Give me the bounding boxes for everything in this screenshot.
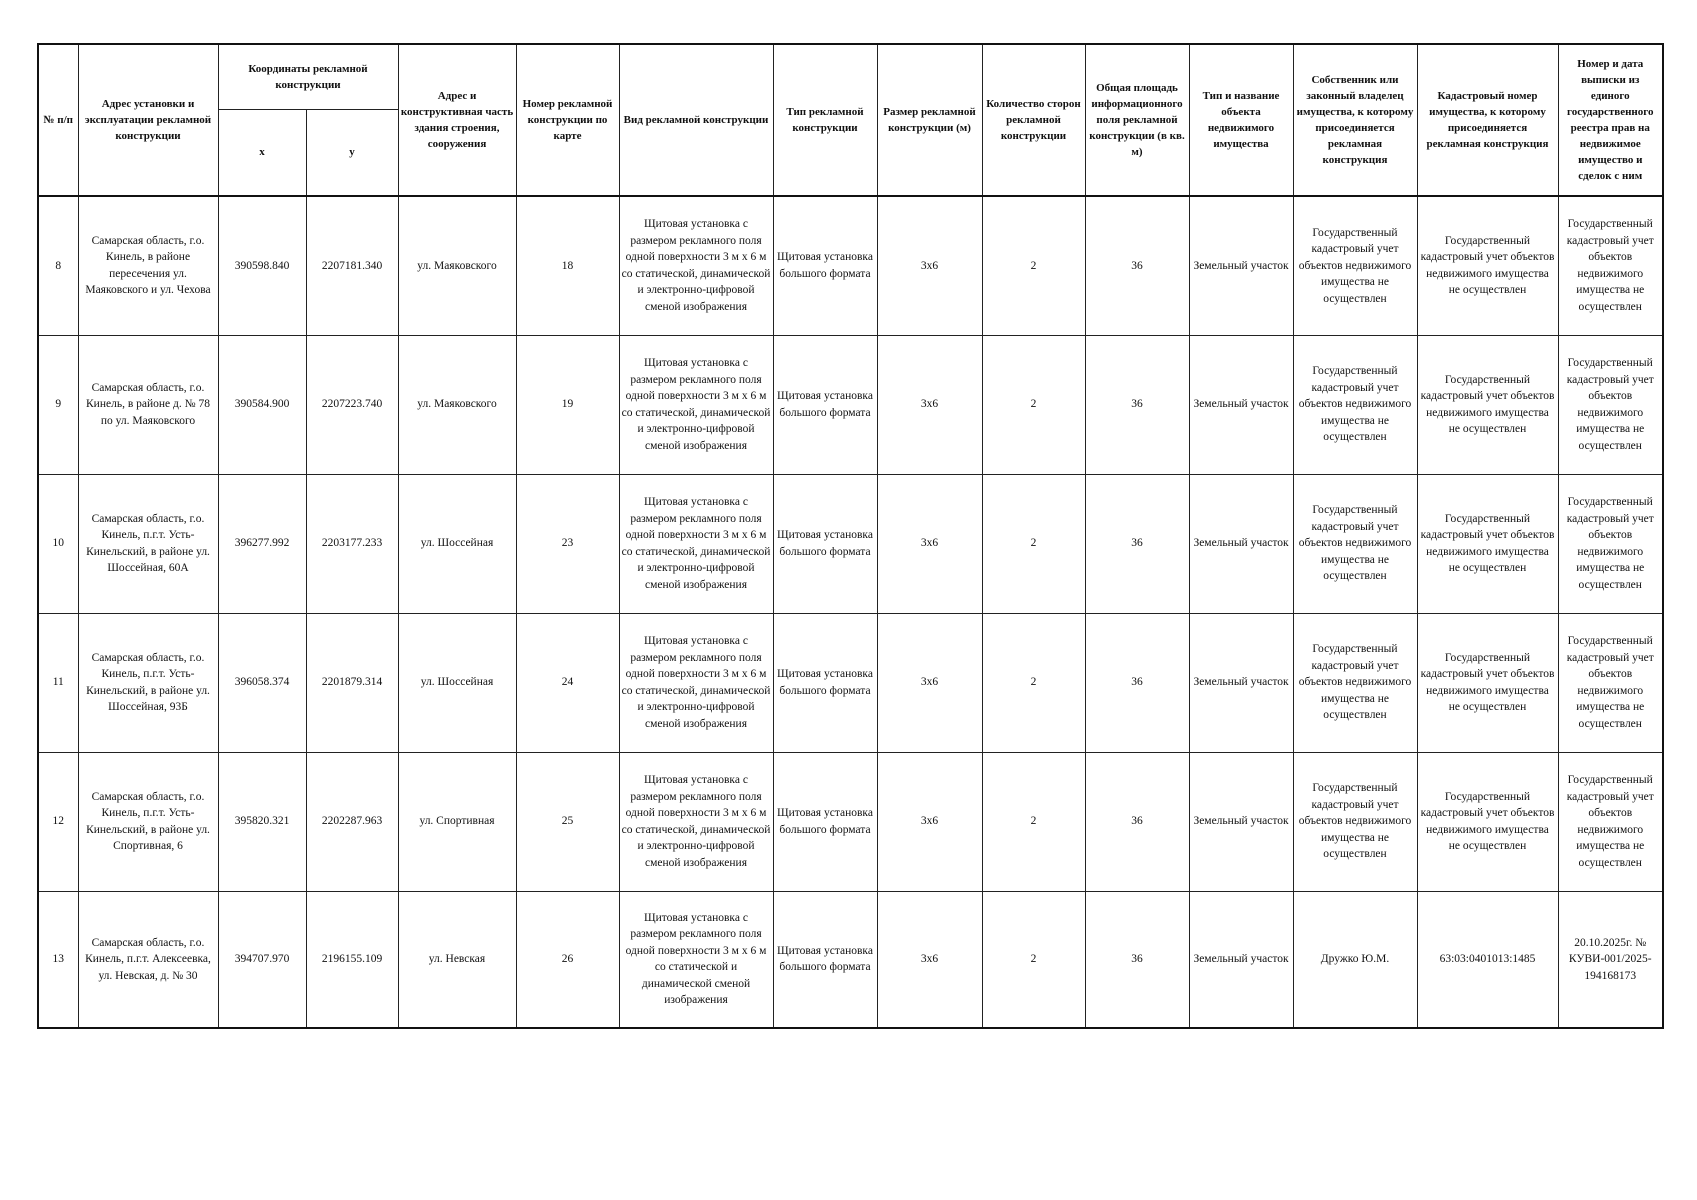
cell-sides: 2 (982, 752, 1085, 891)
cell-num: 9 (38, 335, 78, 474)
cell-owner: Государственный кадастровый учет объектов недвижимого имущества не осуществлен (1293, 335, 1417, 474)
cell-property-type: Земельный участок (1189, 891, 1293, 1028)
table-row (38, 613, 1663, 752)
advertising-structures-table (37, 43, 1664, 1029)
cell-owner: Государственный кадастровый учет объектов недвижимого имущества не осуществлен (1293, 752, 1417, 891)
cell-x: 396277.992 (218, 474, 306, 613)
cell-property-type: Земельный участок (1189, 196, 1293, 335)
cell-cadastral: Государственный кадастровый учет объектов недвижимого имущества не осуществлен (1417, 335, 1558, 474)
cell-kind: Щитовая установка с размером рекламного поля одной поверхности 3 м х 6 м со статической, динамической и электронно-цифровой сменой изображения (619, 752, 773, 891)
cell-building-part: ул. Маяковского (398, 335, 516, 474)
cell-x: 396058.374 (218, 613, 306, 752)
table-header (38, 44, 1663, 196)
header-address: Адрес установки и эксплуатации рекламной конструкции (78, 44, 218, 196)
cell-sides: 2 (982, 474, 1085, 613)
cell-cadastral: Государственный кадастровый учет объектов недвижимого имущества не осуществлен (1417, 196, 1558, 335)
cell-cadastral: Государственный кадастровый учет объектов недвижимого имущества не осуществлен (1417, 474, 1558, 613)
cell-address: Самарская область, г.о. Кинель, в районе д. № 78 по ул. Маяковского (78, 335, 218, 474)
cell-x: 395820.321 (218, 752, 306, 891)
cell-kind: Щитовая установка с размером рекламного поля одной поверхности 3 м х 6 м со статической, динамической и электронно-цифровой сменой изображения (619, 474, 773, 613)
cell-map-number: 18 (516, 196, 619, 335)
cell-x: 390598.840 (218, 196, 306, 335)
header-kind: Вид рекламной конструкции (619, 44, 773, 196)
cell-y: 2203177.233 (306, 474, 398, 613)
header-cadastral: Кадастровый номер имущества, к которому присоединяется рекламная конструкция (1417, 44, 1558, 196)
cell-building-part: ул. Невская (398, 891, 516, 1028)
cell-sides: 2 (982, 196, 1085, 335)
cell-area: 36 (1085, 752, 1189, 891)
cell-cadastral: Государственный кадастровый учет объектов недвижимого имущества не осуществлен (1417, 752, 1558, 891)
cell-x: 394707.970 (218, 891, 306, 1028)
cell-area: 36 (1085, 474, 1189, 613)
cell-num: 8 (38, 196, 78, 335)
cell-egrn: Государственный кадастровый учет объектов недвижимого имущества не осуществлен (1558, 752, 1663, 891)
header-area: Общая площадь информационного поля рекламной конструкции (в кв. м) (1085, 44, 1189, 196)
cell-num: 13 (38, 891, 78, 1028)
cell-type: Щитовая установка большого формата (773, 613, 877, 752)
cell-num: 10 (38, 474, 78, 613)
cell-type: Щитовая установка большого формата (773, 335, 877, 474)
cell-building-part: ул. Маяковского (398, 196, 516, 335)
cell-area: 36 (1085, 613, 1189, 752)
cell-map-number: 26 (516, 891, 619, 1028)
cell-property-type: Земельный участок (1189, 752, 1293, 891)
cell-kind: Щитовая установка с размером рекламного поля одной поверхности 3 м х 6 м со статической, динамической и электронно-цифровой сменой изображения (619, 335, 773, 474)
cell-map-number: 19 (516, 335, 619, 474)
cell-kind: Щитовая установка с размером рекламного поля одной поверхности 3 м х 6 м со статической и динамической сменой изображения (619, 891, 773, 1028)
table-body (38, 196, 1663, 1028)
cell-building-part: ул. Шоссейная (398, 474, 516, 613)
cell-kind: Щитовая установка с размером рекламного поля одной поверхности 3 м х 6 м со статической, динамической и электронно-цифровой сменой изображения (619, 613, 773, 752)
cell-kind: Щитовая установка с размером рекламного поля одной поверхности 3 м х 6 м со статической, динамической и электронно-цифровой сменой изображения (619, 196, 773, 335)
cell-address: Самарская область, г.о. Кинель, п.г.т. Усть-Кинельский, в районе ул. Спортивная, 6 (78, 752, 218, 891)
cell-egrn: Государственный кадастровый учет объектов недвижимого имущества не осуществлен (1558, 474, 1663, 613)
cell-cadastral: 63:03:0401013:1485 (1417, 891, 1558, 1028)
header-property-type: Тип и название объекта недвижимого имущества (1189, 44, 1293, 196)
cell-owner: Государственный кадастровый учет объектов недвижимого имущества не осуществлен (1293, 196, 1417, 335)
cell-area: 36 (1085, 891, 1189, 1028)
cell-address: Самарская область, г.о. Кинель, п.г.т. Усть-Кинельский, в районе ул. Шоссейная, 60А (78, 474, 218, 613)
header-sides: Количество сторон рекламной конструкции (982, 44, 1085, 196)
cell-size: 3х6 (877, 474, 982, 613)
table-row (38, 335, 1663, 474)
cell-owner: Государственный кадастровый учет объектов недвижимого имущества не осуществлен (1293, 613, 1417, 752)
header-building-part: Адрес и конструктивная часть здания строения, сооружения (398, 44, 516, 196)
cell-x: 390584.900 (218, 335, 306, 474)
header-owner: Собственник или законный владелец имущества, к которому присоединяется рекламная конструкция (1293, 44, 1417, 196)
cell-map-number: 24 (516, 613, 619, 752)
cell-size: 3х6 (877, 196, 982, 335)
cell-type: Щитовая установка большого формата (773, 752, 877, 891)
cell-egrn: 20.10.2025г. № КУВИ-001/2025-194168173 (1558, 891, 1663, 1028)
cell-area: 36 (1085, 335, 1189, 474)
cell-y: 2207223.740 (306, 335, 398, 474)
cell-cadastral: Государственный кадастровый учет объектов недвижимого имущества не осуществлен (1417, 613, 1558, 752)
cell-y: 2207181.340 (306, 196, 398, 335)
cell-egrn: Государственный кадастровый учет объектов недвижимого имущества не осуществлен (1558, 613, 1663, 752)
cell-owner: Дружко Ю.М. (1293, 891, 1417, 1028)
cell-map-number: 25 (516, 752, 619, 891)
cell-y: 2196155.109 (306, 891, 398, 1028)
cell-y: 2202287.963 (306, 752, 398, 891)
cell-type: Щитовая установка большого формата (773, 474, 877, 613)
cell-egrn: Государственный кадастровый учет объектов недвижимого имущества не осуществлен (1558, 196, 1663, 335)
cell-property-type: Земельный участок (1189, 335, 1293, 474)
cell-map-number: 23 (516, 474, 619, 613)
header-egrn: Номер и дата выписки из единого государственного реестра прав на недвижимое имущество и сделок с ним (1558, 44, 1663, 196)
header-num: № п/п (38, 44, 78, 196)
table-row (38, 891, 1663, 1028)
table-row (38, 752, 1663, 891)
cell-type: Щитовая установка большого формата (773, 196, 877, 335)
header-y: y (306, 109, 398, 196)
cell-area: 36 (1085, 196, 1189, 335)
cell-sides: 2 (982, 335, 1085, 474)
cell-size: 3х6 (877, 335, 982, 474)
header-coords: Координаты рекламной конструкции (218, 44, 398, 109)
header-x: x (218, 109, 306, 196)
cell-y: 2201879.314 (306, 613, 398, 752)
cell-address: Самарская область, г.о. Кинель, п.г.т. Усть-Кинельский, в районе ул. Шоссейная, 93Б (78, 613, 218, 752)
header-map-number: Номер рекламной конструкции по карте (516, 44, 619, 196)
cell-sides: 2 (982, 613, 1085, 752)
cell-egrn: Государственный кадастровый учет объектов недвижимого имущества не осуществлен (1558, 335, 1663, 474)
cell-address: Самарская область, г.о. Кинель, п.г.т. Алексеевка, ул. Невская, д. № 30 (78, 891, 218, 1028)
cell-sides: 2 (982, 891, 1085, 1028)
table-row (38, 474, 1663, 613)
header-size: Размер рекламной конструкции (м) (877, 44, 982, 196)
cell-building-part: ул. Шоссейная (398, 613, 516, 752)
cell-type: Щитовая установка большого формата (773, 891, 877, 1028)
cell-size: 3х6 (877, 613, 982, 752)
cell-property-type: Земельный участок (1189, 474, 1293, 613)
cell-size: 3х6 (877, 752, 982, 891)
cell-owner: Государственный кадастровый учет объектов недвижимого имущества не осуществлен (1293, 474, 1417, 613)
table-row (38, 196, 1663, 335)
header-type: Тип рекламной конструкции (773, 44, 877, 196)
cell-building-part: ул. Спортивная (398, 752, 516, 891)
cell-property-type: Земельный участок (1189, 613, 1293, 752)
cell-num: 12 (38, 752, 78, 891)
cell-address: Самарская область, г.о. Кинель, в районе пересечения ул. Маяковского и ул. Чехова (78, 196, 218, 335)
cell-num: 11 (38, 613, 78, 752)
cell-size: 3х6 (877, 891, 982, 1028)
